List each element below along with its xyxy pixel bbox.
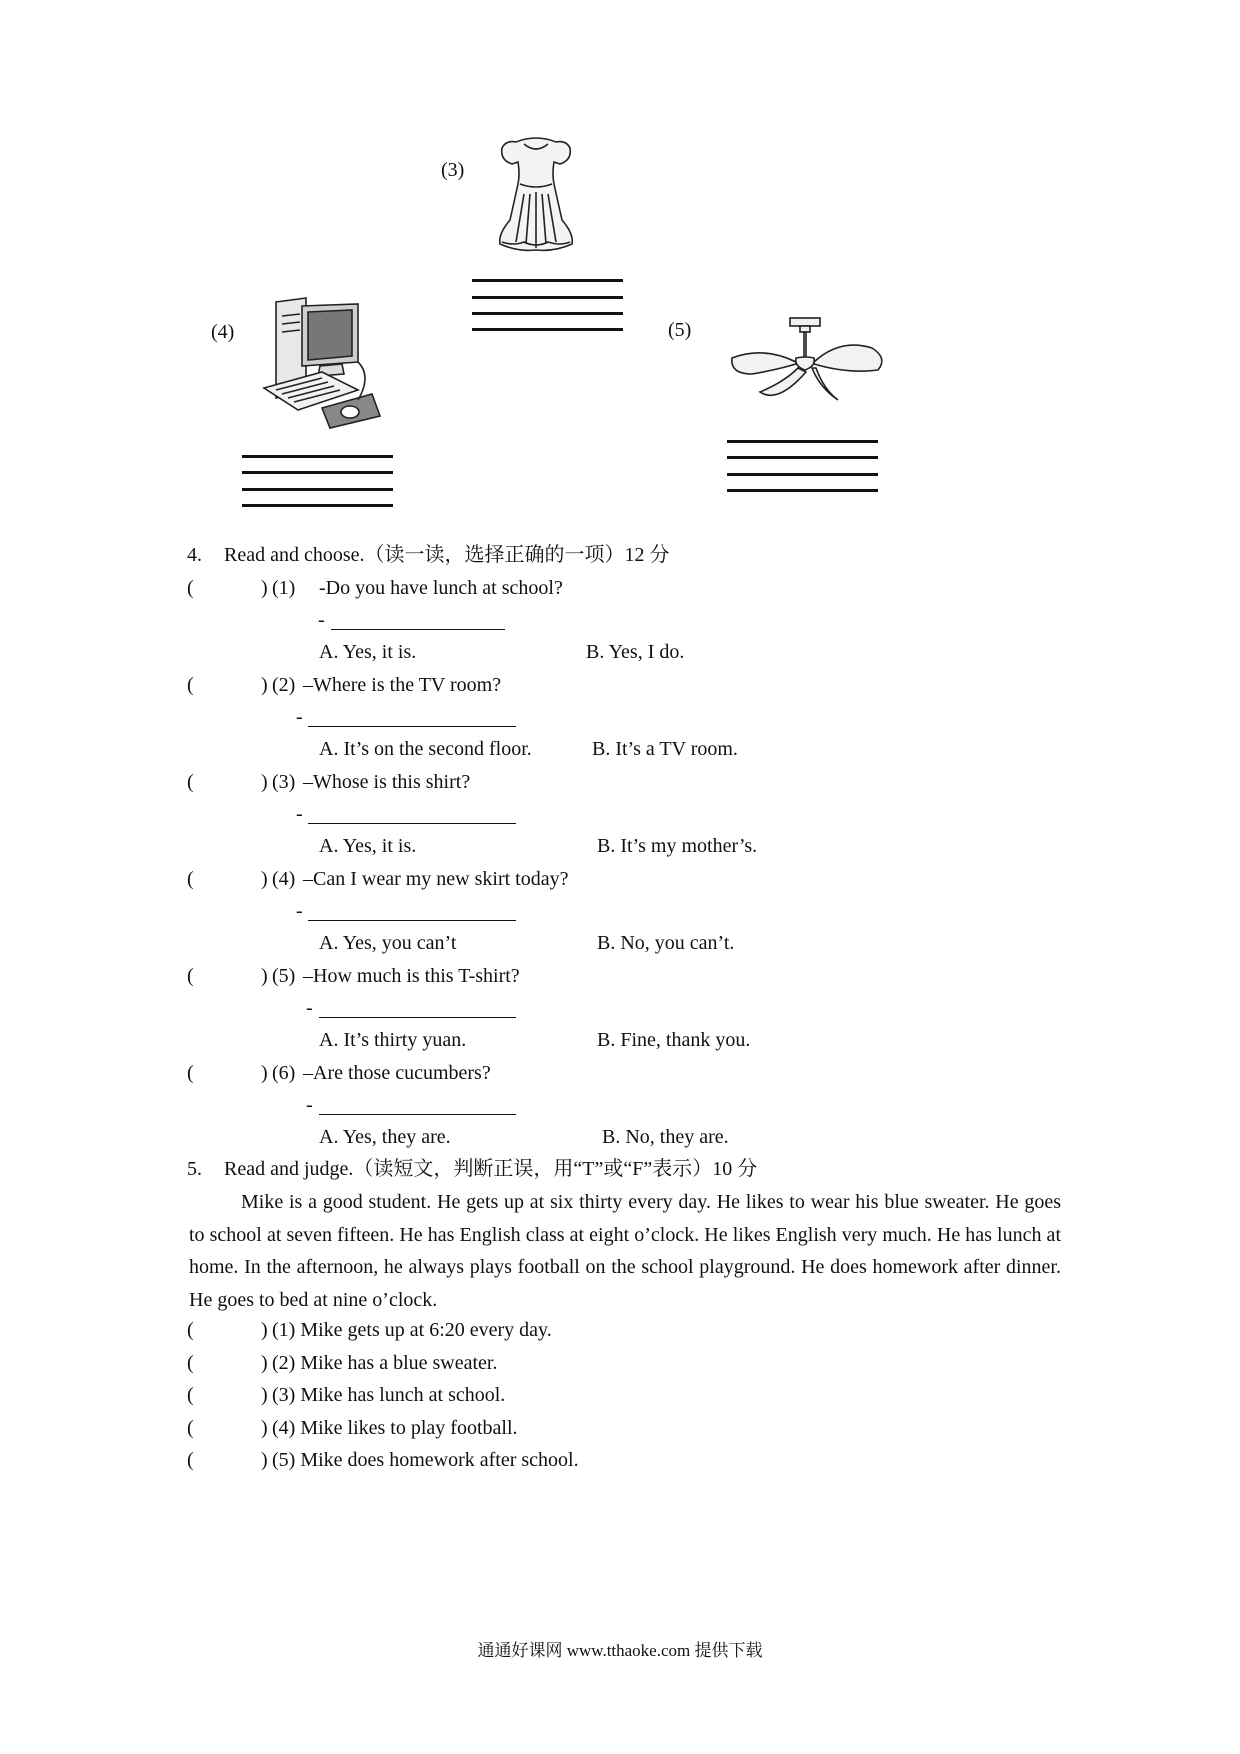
judge-statement: (2) Mike has a blue sweater. [272,1352,498,1374]
question-number: (2) [272,674,296,696]
answer-bracket-close: ) [261,1062,268,1084]
judge-statement: (3) Mike has lunch at school. [272,1384,506,1406]
option-b: B. Yes, I do. [586,641,685,663]
option-a: A. Yes, you can’t [319,932,457,954]
dress-picture [494,134,578,256]
section-4-number: 4. [187,544,202,566]
question-text: –How much is this T-shirt? [303,965,520,987]
reply-blank[interactable] [308,920,516,921]
answer-bracket-open: ( [187,674,194,696]
answer-line [242,488,393,491]
question-text: -Do you have lunch at school? [319,577,563,599]
question-number: (4) [272,868,296,890]
page-footer: 通通好课网 www.tthaoke.com 提供下载 [477,1641,763,1660]
answer-bracket-close: ) [261,1417,268,1439]
reply-blank[interactable] [319,1114,516,1115]
answer-bracket-open: ( [187,868,194,890]
answer-bracket-open: ( [187,1319,194,1341]
question-number: (1) [272,577,296,599]
question-number: (3) [272,771,296,793]
answer-bracket-open: ( [187,1449,194,1471]
answer-bracket-close: ) [261,868,268,890]
reply-dash: - [306,997,313,1019]
reply-dash: - [296,706,303,728]
section-5-title: Read and judge.（读短文，判断正误，用“T”或“F”表示）10 分 [224,1158,758,1180]
option-b: B. It’s a TV room. [592,738,738,760]
reply-dash: - [296,803,303,825]
option-a: A. Yes, they are. [319,1126,451,1148]
option-b: B. It’s my mother’s. [597,835,758,857]
option-b: B. Fine, thank you. [597,1029,751,1051]
option-b: B. No, they are. [602,1126,729,1148]
answer-line [472,312,623,315]
answer-line [727,440,878,443]
answer-bracket-close: ) [261,1319,268,1341]
question-text: –Are those cucumbers? [303,1062,491,1084]
answer-line [242,455,393,458]
answer-bracket-open: ( [187,965,194,987]
option-a: A. It’s thirty yuan. [319,1029,467,1051]
reply-blank[interactable] [308,726,516,727]
answer-line [727,456,878,459]
question-number: (6) [272,1062,296,1084]
judge-statement: (4) Mike likes to play football. [272,1417,518,1439]
reply-dash: - [296,900,303,922]
section-4-title: Read and choose.（读一读，选择正确的一项）12 分 [224,544,670,566]
answer-bracket-close: ) [261,577,268,599]
computer-picture [262,296,382,430]
reply-dash: - [306,1094,313,1116]
ceiling-fan-picture [728,318,888,406]
answer-line [727,489,878,492]
answer-line [242,504,393,507]
question-text: –Where is the TV room? [303,674,502,696]
question-text: –Whose is this shirt? [303,771,471,793]
answer-bracket-open: ( [187,771,194,793]
reply-blank[interactable] [319,1017,516,1018]
option-b: B. No, you can’t. [597,932,735,954]
answer-line [242,471,393,474]
reply-dash: - [318,609,325,631]
answer-bracket-open: ( [187,1352,194,1374]
answer-line [472,296,623,299]
picture-label-3: (3) [441,159,465,181]
reading-passage [189,1186,1061,1316]
passage-text: Mike is a good student. He gets up at six thirty every day. He likes to wear his blue sweater. He goes to school at seven fifteen. He has English class at eight o’clock. He likes English very much. He has lunch at home. In the afternoon, he always plays football on the school playground. He does homework after dinner. He goes to bed at nine o’clock. [189,1191,1061,1311]
answer-bracket-close: ) [261,965,268,987]
option-a: A. Yes, it is. [319,641,417,663]
picture-label-5: (5) [668,319,692,341]
picture-label-4: (4) [211,321,235,343]
question-number: (5) [272,965,296,987]
reply-blank[interactable] [331,629,505,630]
section-5-number: 5. [187,1158,202,1180]
answer-bracket-open: ( [187,1062,194,1084]
answer-bracket-close: ) [261,1449,268,1471]
answer-bracket-open: ( [187,1384,194,1406]
judge-statement: (5) Mike does homework after school. [272,1449,579,1471]
question-text: –Can I wear my new skirt today? [303,868,569,890]
answer-bracket-open: ( [187,1417,194,1439]
answer-bracket-close: ) [261,1352,268,1374]
answer-bracket-close: ) [261,771,268,793]
answer-line [472,328,623,331]
option-a: A. Yes, it is. [319,835,417,857]
reply-blank[interactable] [308,823,516,824]
judge-statement: (1) Mike gets up at 6:20 every day. [272,1319,552,1341]
answer-line [727,473,878,476]
answer-bracket-close: ) [261,1384,268,1406]
answer-bracket-open: ( [187,577,194,599]
answer-line [472,279,623,282]
option-a: A. It’s on the second floor. [319,738,532,760]
answer-bracket-close: ) [261,674,268,696]
